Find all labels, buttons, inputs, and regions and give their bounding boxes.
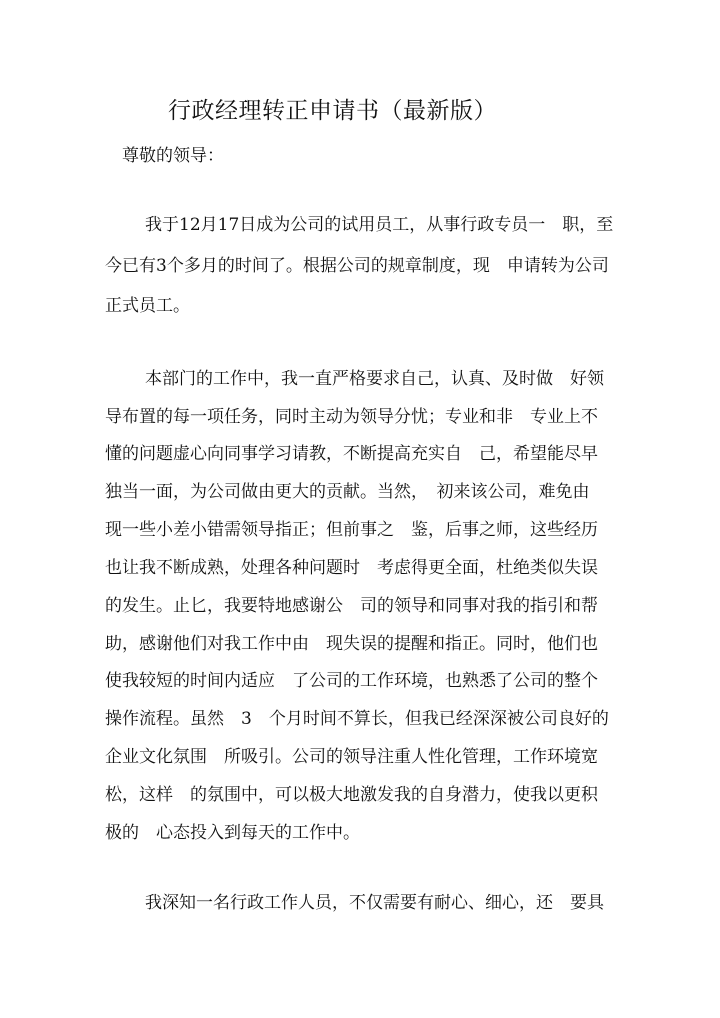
- paragraph-2-line-6: 也让我不断成熟，处理各种问题时 考虑得更全面，杜绝类似失误: [105, 558, 598, 578]
- paragraph-2-line-3: 懂的问题虚心向同事学习请教，不断提高充实自 己，希望能尽早: [105, 444, 598, 464]
- document-title: 行政经理转正申请书（最新版）: [168, 98, 497, 124]
- paragraph-2-line-12: 松，这样 的氛围中，可以极大地激发我的自身潜力，使我以更积: [105, 785, 598, 805]
- paragraph-2-line-1: 本部门的工作中，我一直严格要求自己，认真、及时做 好领: [145, 369, 604, 389]
- paragraph-3-line-1: 我深知一名行政工作人员，不仅需要有耐心、细心，还 要具: [145, 893, 604, 913]
- paragraph-2-line-8: 助，感谢他们对我工作中由 现失误的提醒和指正。同时，他们也: [105, 634, 598, 654]
- paragraph-1-line-2: 今已有3个多月的时间了。根据公司的规章制度，现 申请转为公司: [105, 256, 609, 276]
- paragraph-2-line-5: 现一些小差小错需领导指正；但前事之 鉴，后事之师，这些经历: [105, 520, 598, 540]
- paragraph-2-line-9: 使我较短的时间内适应 了公司的工作环境，也熟悉了公司的整个: [105, 671, 598, 691]
- paragraph-1-line-1: 我于12月17日成为公司的试用员工，从事行政专员一 职，至: [145, 215, 614, 235]
- paragraph-2-line-11: 企业文化氛围 所吸引。公司的领导注重人性化管理，工作环境宽: [105, 747, 598, 767]
- paragraph-2-line-7: 的发生。止匕，我要特地感谢公 司的领导和同事对我的指引和帮: [105, 596, 598, 616]
- paragraph-2-line-10: 操作流程。虽然 3 个月时间不算长，但我已经深深被公司良好的: [105, 709, 609, 729]
- paragraph-2-line-4: 独当一面，为公司做由更大的贡献。当然， 初来该公司，难免由: [105, 482, 590, 502]
- salutation: 尊敬的领导：: [122, 146, 224, 166]
- paragraph-2-line-13: 极的 心态投入到每天的工作中。: [105, 823, 360, 843]
- paragraph-1-line-3: 正式员工。: [105, 296, 190, 316]
- paragraph-2-line-2: 导布置的每一项任务，同时主动为领导分忧；专业和非 专业上不: [105, 407, 598, 427]
